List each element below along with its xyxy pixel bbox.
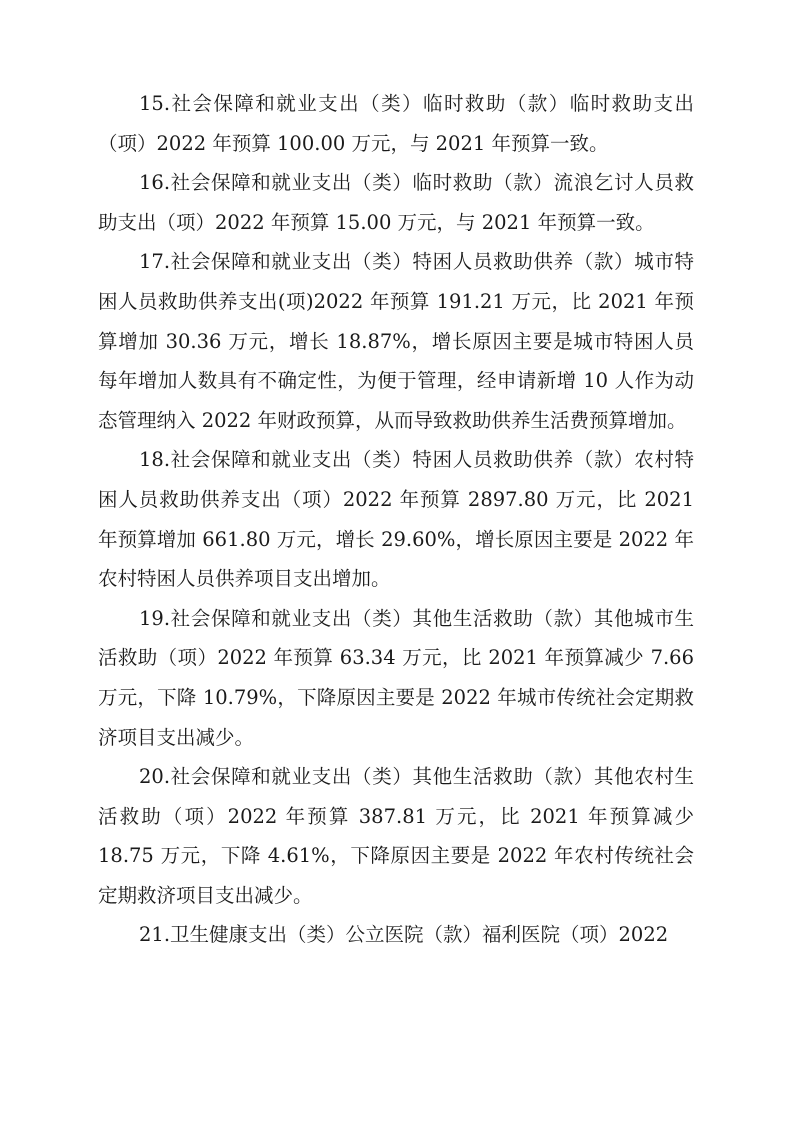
document-body: [98, 84, 694, 955]
paragraph-item-15: 15.社会保障和就业支出（类）临时救助（款）临时救助支出（项）2022 年预算 100.00 万元，与 2021 年预算一致。: [98, 92, 694, 155]
paragraph-item-16: 16.社会保障和就业支出（类）临时救助（款）流浪乞讨人员救助支出（项）2022 年预算 15.00 万元，与 2021 年预算一致。: [98, 171, 694, 234]
paragraph-item-21: 21.卫生健康支出（类）公立医院（款）福利医院（项）2022: [139, 923, 669, 947]
paragraph-item-19: 19.社会保障和就业支出（类）其他生活救助（款）其他城市生活救助（项）2022 年预算 63.34 万元，比 2021 年预算减少 7.66 万元，下降 10.79%，下降原因主要是 2022 年城市传统社会定期救济项目支出减少。: [98, 606, 694, 749]
paragraph-item-20: 20.社会保障和就业支出（类）其他生活救助（款）其他农村生活救助（项）2022 年预算 387.81 万元，比 2021 年预算减少 18.75 万元，下降 4.61%，下降原因主要是 2022 年农村传统社会定期救济项目支出减少。: [98, 765, 694, 907]
paragraph-item-18: 18.社会保障和就业支出（类）特困人员救助供养（款）农村特困人员救助供养支出（项）2022 年预算 2897.80 万元，比 2021 年预算增加 661.80 万元，增长 29.60%，增长原因主要是 2022 年农村特困人员供养项目支出增加。: [98, 448, 694, 591]
paragraph-item-17: 17.社会保障和就业支出（类）特困人员救助供养（款）城市特困人员救助供养支出(项)2022 年预算 191.21 万元，比 2021 年预算增加 30.36 万元，增长 18.87%，增长原因主要是城市特困人员每年增加人数具有不确定性，为便于管理，经申请新增 10 人作为动态管理纳入 2022 年财政预算，从而导致救助供养生活费预算增加。: [98, 250, 694, 432]
